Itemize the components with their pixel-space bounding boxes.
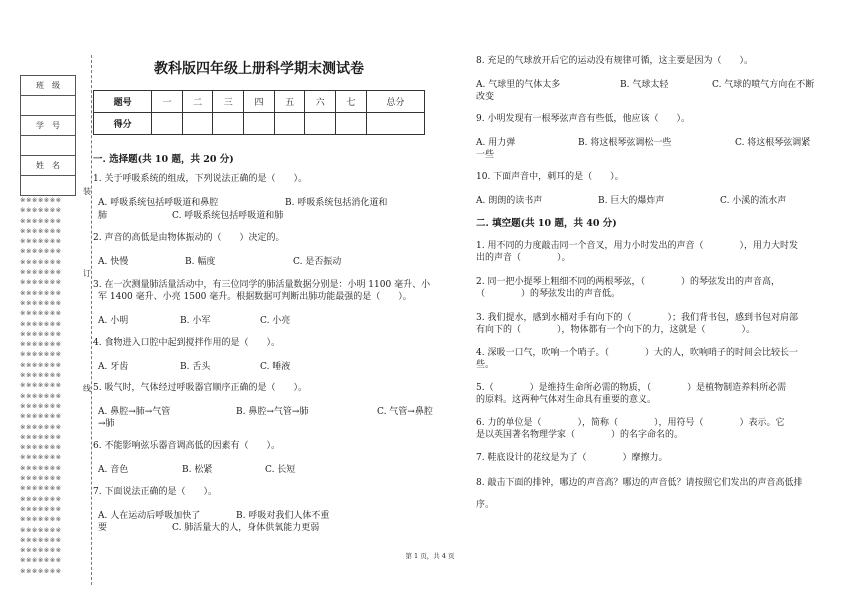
q6-option-a: A. 音色	[98, 465, 129, 475]
score-value-row	[94, 113, 425, 135]
q3-option-a: A. 小明	[98, 316, 129, 326]
binding-char-ding: 订	[83, 269, 91, 278]
q5-option-b: B. 鼻腔→气管→肺	[236, 407, 309, 417]
q1-option-b: B. 呼吸系统包括消化道和	[285, 198, 388, 208]
score-cell[interactable]	[244, 113, 275, 135]
question-7: 7. 下面说法正确的是（ ）。	[93, 487, 217, 497]
q8-option-a: A. 气球里的气体太多	[476, 80, 561, 90]
q3-option-c: C. 小亮	[260, 316, 291, 326]
q9-option-c-cont: 一些	[476, 150, 495, 160]
q10-option-b: B. 巨大的爆炸声	[598, 196, 665, 206]
fill-8-line1: 8. 敲击下面的排钟，哪边的声音高？哪边的声音低？请按照它们发出的声音高低排	[476, 478, 803, 488]
fill-5-line2: 的原料。这两种气体对生命具有重要的意义。	[476, 395, 657, 405]
q4-option-a: A. 牙齿	[98, 362, 129, 372]
q9-option-b: B. 将这根琴弦调松一些	[578, 138, 672, 148]
score-header-cell: 四	[244, 91, 275, 113]
q9-option-c: C. 将这根琴弦调紧	[735, 138, 811, 148]
q8-option-c-cont: 改变	[476, 92, 495, 102]
q2-option-a: A. 快慢	[98, 257, 129, 267]
fill-5-line1: 5.（ ）是维持生命所必需的物质，（ ）是植物制造养料所必需	[476, 383, 787, 393]
fill-2-line1: 2. 同一把小提琴上粗细不同的两根琴弦，（ ）的琴弦发出的声音高，	[476, 277, 780, 287]
question-4: 4. 食物进入口腔中起到搅拌作用的是（ ）。	[93, 338, 280, 348]
score-header-cell: 一	[152, 91, 183, 113]
q7-option-a: A. 人在运动后呼吸加快了	[98, 511, 201, 521]
q2-option-c: C. 是否振动	[293, 257, 342, 267]
fill-4-line2: 些。	[476, 360, 495, 370]
fill-3-line1: 3. 我们提水，感到水桶对手有向下的（ ）；我们背书包，感到书包对肩部	[476, 313, 798, 323]
question-3-line1: 3. 在一次测量肺活量活动中，有三位同学的肺活量数据分别是：小明 1100 毫升、小	[93, 280, 431, 290]
q1-option-b-cont: 肺	[98, 211, 108, 221]
score-row-label: 得分	[94, 113, 152, 135]
fill-6-line2: 是以英国著名物理学家（ ）的名字命名的。	[476, 430, 684, 440]
score-cell[interactable]	[305, 113, 336, 135]
q10-option-c: C. 小溪的流水声	[720, 196, 787, 206]
fill-8-line2: 序。	[476, 500, 495, 510]
name-field[interactable]	[21, 176, 76, 196]
section-fill-heading: 二. 填空题(共 10 题，共 40 分)	[476, 218, 617, 229]
question-8: 8. 充足的气球放开后它的运动没有规律可循，这主要是因为（ ）。	[476, 56, 753, 66]
q8-option-c: C. 气球的喷气方向在不断	[712, 80, 815, 90]
q3-option-b: B. 小军	[180, 316, 211, 326]
q5-option-c-cont: →肺	[98, 419, 115, 429]
score-header-cell: 题号	[94, 91, 152, 113]
q4-option-b: B. 舌头	[180, 362, 211, 372]
question-2: 2. 声音的高低是由物体振动的（ ）决定的。	[93, 233, 285, 243]
q8-option-b: B. 气球太轻	[620, 80, 669, 90]
score-table	[93, 90, 425, 135]
question-5: 5. 吸气时，气体经过呼吸器官顺序正确的是（ ）。	[93, 383, 307, 393]
q7-option-b: B. 呼吸对我们人体不重	[236, 511, 330, 521]
fill-2-line2: （ ）的琴弦发出的声音低。	[476, 289, 621, 299]
q2-option-b: B. 幅度	[185, 257, 216, 267]
q6-option-c: C. 长短	[265, 465, 296, 475]
binding-pattern: ※※※※※※※ ※※※※※※※ ※※※※※※※ ※※※※※※※ ※※※※※※※ ※※※※※※※ ※※※※※※※ ※※※※※※※ ※※※※※※※ ※※※※※※※ ※※※※※※※ ※※※※※※※ ※※※※※※※ ※※※※※※※ ※※※※※※※ ※※※※※※※ ※※※※※※※ ※※※※※※※ ※※※※※※※ ※※※※※※※ ※※※※※※※ ※※※※※※※ ※※※※※※※ ※※※※※※※ ※※※※※※※ ※※※※※※※ ※※※※※※※ ※※※※※※※ ※※※※※※※ ※※※※※※※ ※※※※※※※ ※※※※※※※ ※※※※※※※ ※※※※※※※ ※※※※※※※ ※※※※※※※ ※※※※※※※	[20, 196, 62, 575]
binding-dashed-line	[91, 55, 92, 585]
score-cell[interactable]	[213, 113, 244, 135]
page-footer: 第 1 页，共 4 页	[405, 552, 455, 560]
score-header-cell: 总分	[366, 91, 424, 113]
q10-option-a: A. 朗朗的读书声	[476, 196, 543, 206]
fill-1-line2: 出的声音（ ）。	[476, 253, 571, 263]
page-title: 教科版四年级上册科学期末测试卷	[154, 61, 364, 77]
q7-option-b-cont: 要	[98, 523, 108, 533]
question-10: 10. 下面声音中，刺耳的是（ ）。	[476, 172, 624, 182]
score-cell[interactable]	[336, 113, 367, 135]
student-number-field[interactable]	[21, 136, 76, 156]
q5-option-a: A. 鼻腔→肺→气管	[98, 407, 171, 417]
q6-option-b: B. 松紧	[182, 465, 213, 475]
score-cell[interactable]	[152, 113, 183, 135]
question-9: 9. 小明发现有一根琴弦声音有些低，他应该（ ）。	[476, 114, 690, 124]
student-number-label: 学 号	[21, 116, 76, 136]
question-1: 1. 关于呼吸系统的组成，下列说法正确的是（ ）。	[93, 174, 307, 184]
q4-option-c: C. 唾液	[260, 362, 291, 372]
score-cell[interactable]	[182, 113, 213, 135]
score-cell[interactable]	[274, 113, 305, 135]
question-6: 6. 不能影响弦乐器音调高低的因素有（ ）。	[93, 441, 280, 451]
binding-char-xian: 线	[83, 384, 91, 393]
student-info-table	[20, 75, 76, 196]
name-label: 姓 名	[21, 156, 76, 176]
fill-3-line2: 有向下的（ ），物体都有一个向下的力，这就是（ ）。	[476, 325, 756, 335]
section-choice-heading: 一. 选择题(共 10 题，共 20 分)	[93, 154, 234, 165]
class-field[interactable]	[21, 96, 76, 116]
score-header-row	[94, 91, 425, 113]
score-cell[interactable]	[366, 113, 424, 135]
fill-4-line1: 4. 深吸一口气，吹响一个哨子。（ ）大的人，吹响哨子的时间会比较长一	[476, 348, 798, 358]
q9-option-a: A. 用力弹	[476, 138, 516, 148]
q1-option-c: C. 呼吸系统包括呼吸道和肺	[172, 211, 284, 221]
fill-6-line1: 6. 力的单位是（ ），简称（ ），用符号（ ）表示。它	[476, 418, 785, 428]
q5-option-c: C. 气管→鼻腔	[377, 407, 433, 417]
fill-1-line1: 1. 用不同的力度敲击同一个音叉，用力小时发出的声音（ ），用力大时发	[476, 241, 798, 251]
score-header-cell: 七	[336, 91, 367, 113]
score-header-cell: 二	[182, 91, 213, 113]
score-header-cell: 五	[274, 91, 305, 113]
binding-char-zhuang: 装	[83, 187, 91, 196]
fill-7: 7. 鞋底设计的花纹是为了（ ）摩擦力。	[476, 453, 668, 463]
class-label: 班 级	[21, 76, 76, 96]
score-header-cell: 六	[305, 91, 336, 113]
q1-option-a: A. 呼吸系统包括呼吸道和鼻腔	[98, 198, 219, 208]
question-3-line2: 军 1400 毫升、小亮 1500 毫升。根据数据可判断出肺功能最强的是（ ）。	[98, 292, 412, 302]
q7-option-c: C. 肺活量大的人，身体供氧能力更弱	[172, 523, 320, 533]
score-header-cell: 三	[213, 91, 244, 113]
